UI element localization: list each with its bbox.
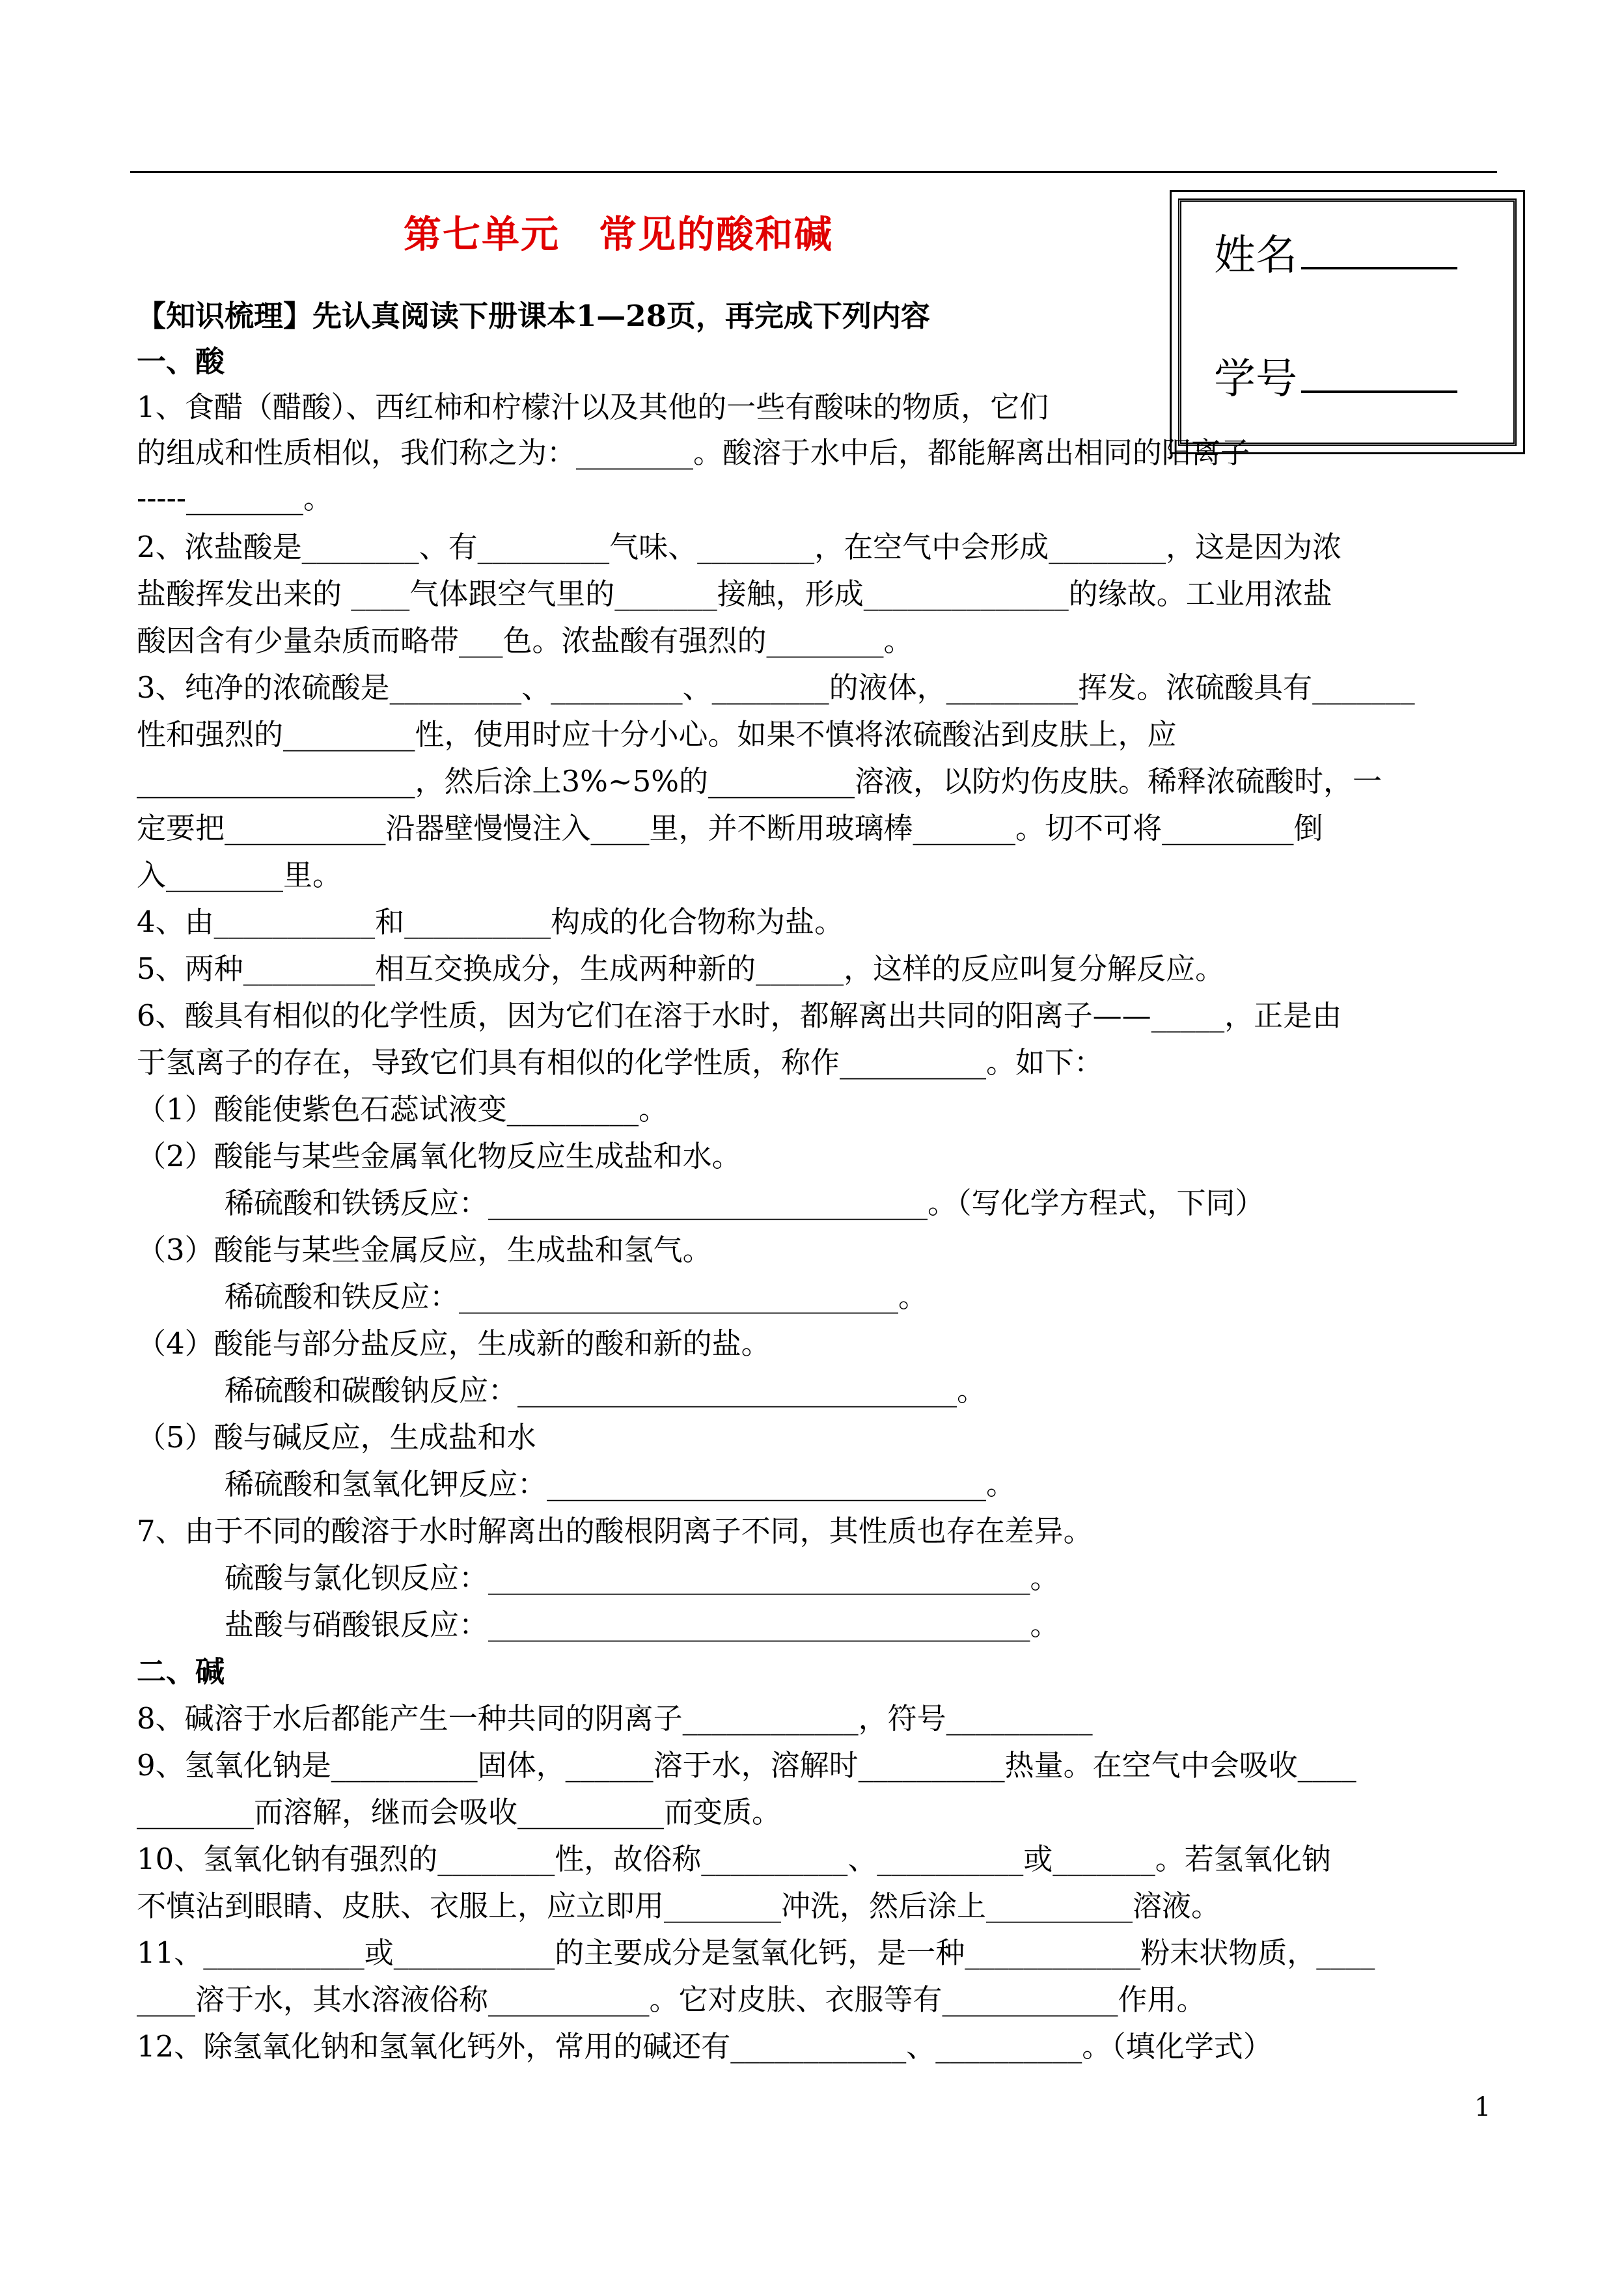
worksheet-line: 于氢离子的存在，导致它们具有相似的化学性质，称作__________。如下： [137, 1045, 1104, 1080]
worksheet-line: 11、___________或___________的主要成分是氢氧化钙，是一种____________粉末状物质，____ [137, 1935, 1375, 1970]
worksheet-line: 5、两种_________相互交换成分，生成两种新的______，这样的反应叫复分解反应。 [137, 951, 1225, 986]
worksheet-line: 1、食醋（醋酸）、西红柿和柠檬汁以及其他的一些有酸味的物质，它们 [137, 390, 1049, 424]
worksheet-line: 8、碱溶于水后都能产生一种共同的阴离子____________，符号__________ [137, 1701, 1093, 1736]
header-rule [130, 171, 1497, 173]
worksheet-line: 7、由于不同的酸溶于水时解离出的酸根阴离子不同，其性质也存在差异。 [137, 1514, 1093, 1548]
worksheet-line: 3、纯净的浓硫酸是_________、_________、________的液体，_________挥发。浓硫酸具有_______ [137, 670, 1415, 705]
section-heading: 二、碱 [137, 1654, 225, 1689]
worksheet-line: 稀硫酸和氢氧化钾反应：______________________________。 [137, 1467, 1016, 1501]
section-heading: 【知识梳理】先认真阅读下册课本1—28页，再完成下列内容 [137, 299, 930, 333]
worksheet-line: 稀硫酸和铁反应：______________________________。 [137, 1279, 928, 1314]
worksheet-line: （3）酸能与某些金属反应，生成盐和氢气。 [137, 1233, 712, 1267]
worksheet-line: -----________。 [137, 481, 333, 515]
page-title: 第七单元 常见的酸和碱 [404, 212, 834, 256]
worksheet-line: 硫酸与氯化钡反应：_____________________________________。 [137, 1561, 1060, 1595]
worksheet-line: 不慎沾到眼睛、皮肤、衣服上，应立即用________冲洗，然后涂上__________溶液。 [137, 1889, 1221, 1923]
worksheet-line: 2、浓盐酸是________、有_________气味、________，在空气中会形成________，这是因为浓 [137, 530, 1342, 564]
worksheet-line: （5）酸与碱反应，生成盐和水 [137, 1420, 536, 1455]
worksheet-line: 稀硫酸和铁锈反应：______________________________。（写化学方程式，下同） [137, 1186, 1265, 1220]
name-label: 姓名 [1214, 232, 1297, 280]
name-field [1214, 228, 1457, 282]
section-heading: 一、酸 [137, 344, 225, 379]
worksheet-line: 10、氢氧化钠有强烈的________性，故俗称__________、__________或_______。若氢氧化钠 [137, 1842, 1331, 1876]
worksheet-line: 性和强烈的_________性，使用时应十分小心。如果不慎将浓硫酸沾到皮肤上，应 [137, 717, 1177, 752]
worksheet-line: ___________________，然后涂上3%~5%的__________溶液，以防灼伤皮肤。稀释浓硫酸时，一 [137, 764, 1382, 799]
worksheet-line: 9、氢氧化钠是__________固体，______溶于水，溶解时__________热量。在空气中会吸收____ [137, 1748, 1356, 1783]
worksheet-line: 6、酸具有相似的化学性质，因为它们在溶于水时，都解离出共同的阳离子——_____，正是由 [137, 998, 1342, 1033]
worksheet-line: 酸因含有少量杂质而略带___色。浓盐酸有强烈的________。 [137, 623, 913, 658]
worksheet-line: 盐酸与硝酸银反应：_____________________________________。 [137, 1607, 1060, 1642]
worksheet-line: 稀硫酸和碳酸钠反应：______________________________。 [137, 1373, 987, 1408]
worksheet-line: 盐酸挥发出来的 ____气体跟空气里的_______接触，形成______________的缘故。工业用浓盐 [137, 577, 1332, 611]
worksheet-line: 入________里。 [137, 858, 342, 892]
worksheet-line: ____溶于水，其水溶液俗称___________。它对皮肤、衣服等有____________作用。 [137, 1982, 1206, 2017]
name-id-box [1178, 198, 1517, 446]
worksheet-line: 12、除氢氧化钠和氢氧化钙外，常用的碱还有____________、__________。（填化学式） [137, 2029, 1273, 2064]
worksheet-line: （1）酸能使紫色石蕊试液变_________。 [137, 1092, 668, 1127]
id-label: 学号 [1214, 355, 1297, 403]
id-blank[interactable] [1301, 351, 1457, 393]
worksheet-line: ________而溶解，继而会吸收__________而变质。 [137, 1795, 782, 1829]
page-number: 1 [1474, 2092, 1491, 2122]
worksheet-line: （2）酸能与某些金属氧化物反应生成盐和水。 [137, 1139, 741, 1173]
name-blank[interactable] [1301, 228, 1457, 269]
worksheet-line: 定要把___________沿器壁慢慢注入____里，并不断用玻璃棒_______。切不可将_________倒 [137, 811, 1323, 845]
worksheet-line: （4）酸能与部分盐反应，生成新的酸和新的盐。 [137, 1326, 771, 1361]
worksheet-line: 的组成和性质相似，我们称之为：________。酸溶于水中后，都能解离出相同的阳离子 [137, 435, 1250, 470]
worksheet-line: 4、由___________和__________构成的化合物称为盐。 [137, 905, 844, 939]
id-field [1214, 351, 1457, 405]
